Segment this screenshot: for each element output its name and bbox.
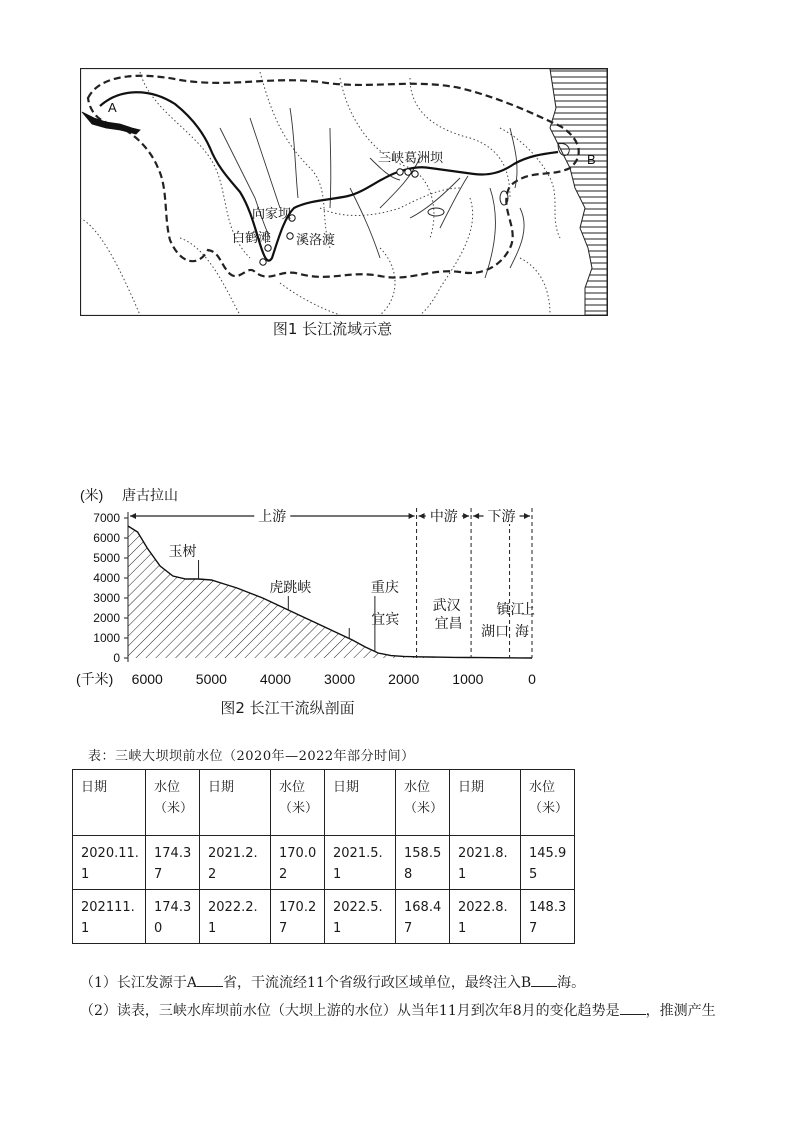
question-2-text: （2）读表，三峡水库坝前水位（大坝上游的水位）从当年11月到次年8月的变化趋势是 xyxy=(80,1003,620,1019)
header-cell: 水位（米） xyxy=(271,770,325,836)
peak-label: 唐古拉山 xyxy=(122,487,178,503)
east-sea-area xyxy=(550,69,607,315)
table-cell: 202111.1 xyxy=(73,890,146,944)
x-tick-label: 4000 xyxy=(259,671,292,687)
dam-icon xyxy=(260,259,266,265)
map-label-xiluodu: 溪洛渡 xyxy=(296,232,336,247)
xiluodu-dam-icon xyxy=(287,233,293,239)
y-tick-label: 2000 xyxy=(93,611,120,625)
figure2-caption: 图2 长江干流纵剖面 xyxy=(220,699,355,717)
question-1-text: （1）长江发源于A xyxy=(80,975,198,991)
table-cell: 168.47 xyxy=(396,890,450,944)
header-cell: 日期 xyxy=(200,770,271,836)
table-cell: 2020.11.1 xyxy=(73,836,146,890)
map-label-xiangjiaba: 向家坝 xyxy=(252,206,292,221)
x-tick-label: 6000 xyxy=(131,671,163,687)
table-cell: 170.27 xyxy=(271,890,325,944)
section-middle-arrowhead xyxy=(463,513,469,519)
y-tick-label: 4000 xyxy=(93,571,120,585)
place-shanghai-label: 海 xyxy=(515,623,529,639)
place-hukou-label: 湖口 xyxy=(481,623,510,639)
map-label-sanxia-gezhouba: 三峡葛洲坝 xyxy=(378,150,444,165)
table-cell: 2021.5.1 xyxy=(325,836,396,890)
table-cell: 170.02 xyxy=(271,836,325,890)
source-glacier-icon xyxy=(82,112,140,134)
map-label-baihetan: 白鹤滩 xyxy=(232,230,272,245)
table-row xyxy=(73,890,575,944)
tributaries xyxy=(220,108,524,278)
yangtze-profile-chart xyxy=(76,480,556,720)
basin-boundary xyxy=(88,76,579,278)
table-title: 表：三峡大坝坝前水位（2020年—2022年部分时间） xyxy=(88,749,415,764)
x-tick-label: 0 xyxy=(528,671,536,687)
answer-blank[interactable] xyxy=(197,972,223,987)
section-upper-arrowhead xyxy=(409,513,415,519)
table-cell: 148.37 xyxy=(521,890,575,944)
table-cell: 2022.5.1 xyxy=(325,890,396,944)
question-1 xyxy=(80,972,585,992)
yangtze-basin-map xyxy=(80,68,608,316)
x-axis-unit: (千米) xyxy=(76,671,114,687)
place-zhenjiang-label: 镇江 xyxy=(496,601,525,617)
map-label-a: A xyxy=(108,100,117,115)
figure1-caption: 图1 长江流域示意 xyxy=(272,320,393,338)
section-middle-label: 中游 xyxy=(429,508,458,524)
section-lower-label: 下游 xyxy=(487,508,516,524)
y-tick-label: 3000 xyxy=(93,591,120,605)
header-cell: 日期 xyxy=(73,770,146,836)
header-cell: 水位（米） xyxy=(146,770,200,836)
header-cell: 日期 xyxy=(450,770,521,836)
question-2-text: ，推测产生 xyxy=(645,1003,716,1019)
x-tick-label: 3000 xyxy=(324,671,356,687)
province-boundaries xyxy=(80,72,560,315)
x-tick-label: 2000 xyxy=(388,671,420,687)
header-cell: 日期 xyxy=(325,770,396,836)
y-axis-unit: (米) xyxy=(80,487,104,503)
place-yichang-label: 宜昌 xyxy=(434,615,463,631)
table-cell: 2021.2.2 xyxy=(200,836,271,890)
y-tick-label: 0 xyxy=(113,651,120,665)
gezhouba-dam-icon xyxy=(405,169,411,175)
section-upper-label: 上游 xyxy=(258,508,287,524)
x-tick-label: 1000 xyxy=(452,671,484,687)
section-lower-arrowhead xyxy=(473,513,479,519)
question-1-text: 海。 xyxy=(557,975,586,991)
header-cell: 水位（米） xyxy=(396,770,450,836)
place-hutiaoxia-label: 虎跳峡 xyxy=(269,579,312,595)
table-cell: 158.58 xyxy=(396,836,450,890)
dam-icon xyxy=(412,171,418,177)
table-cell: 174.37 xyxy=(146,836,200,890)
map-frame xyxy=(81,69,608,316)
water-level-table xyxy=(72,769,575,944)
table-cell: 174.30 xyxy=(146,890,200,944)
y-tick-label: 1000 xyxy=(93,631,120,645)
table-header-row xyxy=(73,770,575,836)
place-wuhan-label: 武汉 xyxy=(432,597,461,613)
section-middle-arrowhead xyxy=(419,513,425,519)
answer-blank[interactable] xyxy=(620,1000,646,1015)
lake-icon xyxy=(428,208,444,216)
answer-blank[interactable] xyxy=(531,972,557,987)
section-lower-arrowhead xyxy=(524,513,530,519)
table-cell: 2022.8.1 xyxy=(450,890,521,944)
place-chongqing-label: 重庆 xyxy=(370,579,399,595)
table-cell: 2021.8.1 xyxy=(450,836,521,890)
question-1-text: 省，干流流经11个省级行政区域单位，最终注入B xyxy=(223,975,532,991)
table-row xyxy=(73,836,575,890)
x-tick-label: 5000 xyxy=(195,671,227,687)
table-cell: 2022.2.1 xyxy=(200,890,271,944)
section-upper-arrowhead xyxy=(130,513,136,519)
question-2 xyxy=(80,1000,716,1020)
lake-icon xyxy=(500,191,508,205)
table-cell: 145.95 xyxy=(521,836,575,890)
place-yibin-label: 宜宾 xyxy=(371,611,400,627)
y-tick-label: 5000 xyxy=(93,551,120,565)
map-label-b: B xyxy=(587,152,596,167)
y-tick-label: 7000 xyxy=(93,511,120,525)
place-yushu-label: 玉树 xyxy=(168,543,197,559)
y-tick-label: 6000 xyxy=(93,531,120,545)
header-cell: 水位（米） xyxy=(521,770,575,836)
baihetan-dam-icon xyxy=(265,245,271,251)
place-shanghai-label: 上 xyxy=(521,601,535,617)
sanxia-dam-icon xyxy=(397,169,403,175)
